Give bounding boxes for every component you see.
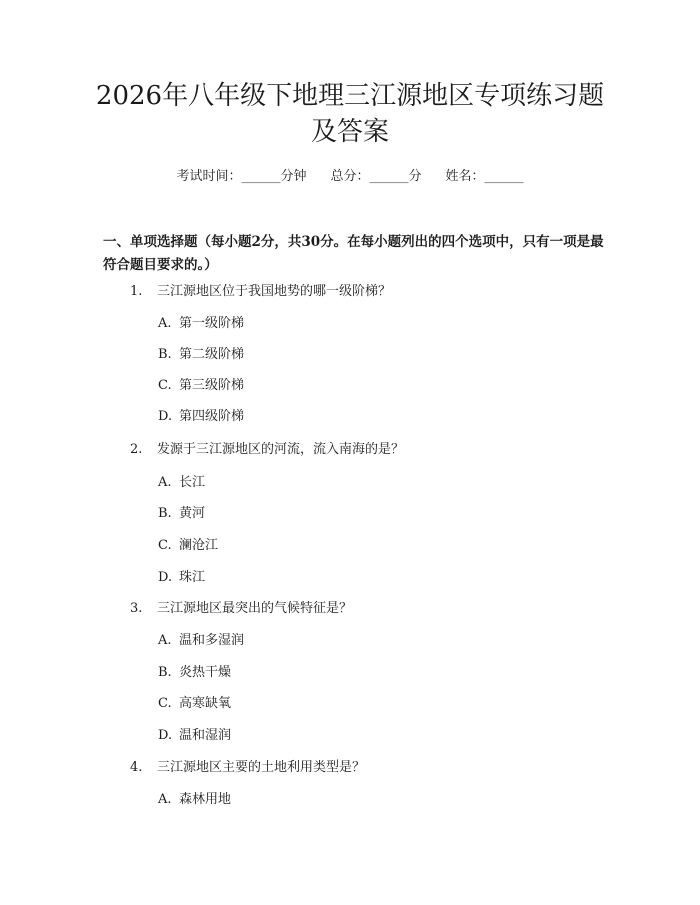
option-text: 第四级阶梯 <box>179 409 245 424</box>
option-1d <box>158 408 244 426</box>
option-text: 珠江 <box>179 570 206 585</box>
question-number: 3. <box>130 601 143 616</box>
option-2b <box>158 505 205 523</box>
option-1c <box>158 377 244 395</box>
option-text: 温和多湿润 <box>179 633 245 648</box>
option-4a <box>158 791 231 809</box>
option-letter: B. <box>158 506 172 521</box>
exam-name: 姓名：______ <box>445 169 524 184</box>
option-2a <box>158 474 205 492</box>
option-3c <box>158 695 231 713</box>
question-text: 三江源地区最突出的气候特征是？ <box>157 601 353 616</box>
option-letter: A. <box>158 475 172 490</box>
option-text: 森林用地 <box>179 792 232 807</box>
option-3a <box>158 632 244 650</box>
question-3 <box>130 600 352 618</box>
option-text: 长江 <box>179 475 206 490</box>
option-letter: A. <box>158 633 172 648</box>
option-letter: A. <box>158 316 172 331</box>
option-text: 黄河 <box>179 506 206 521</box>
option-letter: D. <box>158 409 173 424</box>
section-heading: 一、单项选择题（每小题2分，共30分。在每小题列出的四个选项中，只有一项是最符合题目要求的。） <box>103 234 604 273</box>
question-text: 三江源地区位于我国地势的哪一级阶梯？ <box>157 284 392 299</box>
option-letter: B. <box>158 665 172 680</box>
option-letter: D. <box>158 570 173 585</box>
option-1b <box>158 346 244 364</box>
option-letter: D. <box>158 728 173 743</box>
question-1 <box>130 283 391 301</box>
option-text: 炎热干燥 <box>179 665 232 680</box>
document-title <box>80 78 620 150</box>
option-letter: C. <box>158 378 172 393</box>
option-text: 温和湿润 <box>179 728 232 743</box>
option-3d <box>158 727 231 745</box>
exam-time: 考试时间：______分钟 <box>176 169 307 184</box>
title-line-1: 2026年八年级下地理三江源地区专项练习题 <box>95 81 605 111</box>
option-letter: B. <box>158 347 172 362</box>
title-line-2: 及答案 <box>310 117 389 147</box>
option-letter: A. <box>158 792 172 807</box>
option-2d <box>158 569 205 587</box>
option-3b <box>158 664 231 682</box>
question-text: 发源于三江源地区的河流，流入南海的是？ <box>157 442 405 457</box>
question-text: 三江源地区主要的土地利用类型是？ <box>157 760 366 775</box>
question-number: 2. <box>130 442 143 457</box>
exam-info <box>0 168 700 186</box>
option-text: 高寒缺氧 <box>179 696 232 711</box>
option-2c <box>158 537 218 555</box>
option-letter: C. <box>158 696 172 711</box>
option-text: 第三级阶梯 <box>179 378 245 393</box>
question-number: 1. <box>130 284 143 299</box>
option-text: 第二级阶梯 <box>179 347 245 362</box>
option-text: 第一级阶梯 <box>179 316 245 331</box>
question-4 <box>130 759 365 777</box>
option-1a <box>158 315 244 333</box>
exam-total-score: 总分：______分 <box>330 169 422 184</box>
option-text: 澜沧江 <box>179 538 219 553</box>
question-2 <box>130 441 404 459</box>
question-number: 4. <box>130 760 143 775</box>
option-letter: C. <box>158 538 172 553</box>
